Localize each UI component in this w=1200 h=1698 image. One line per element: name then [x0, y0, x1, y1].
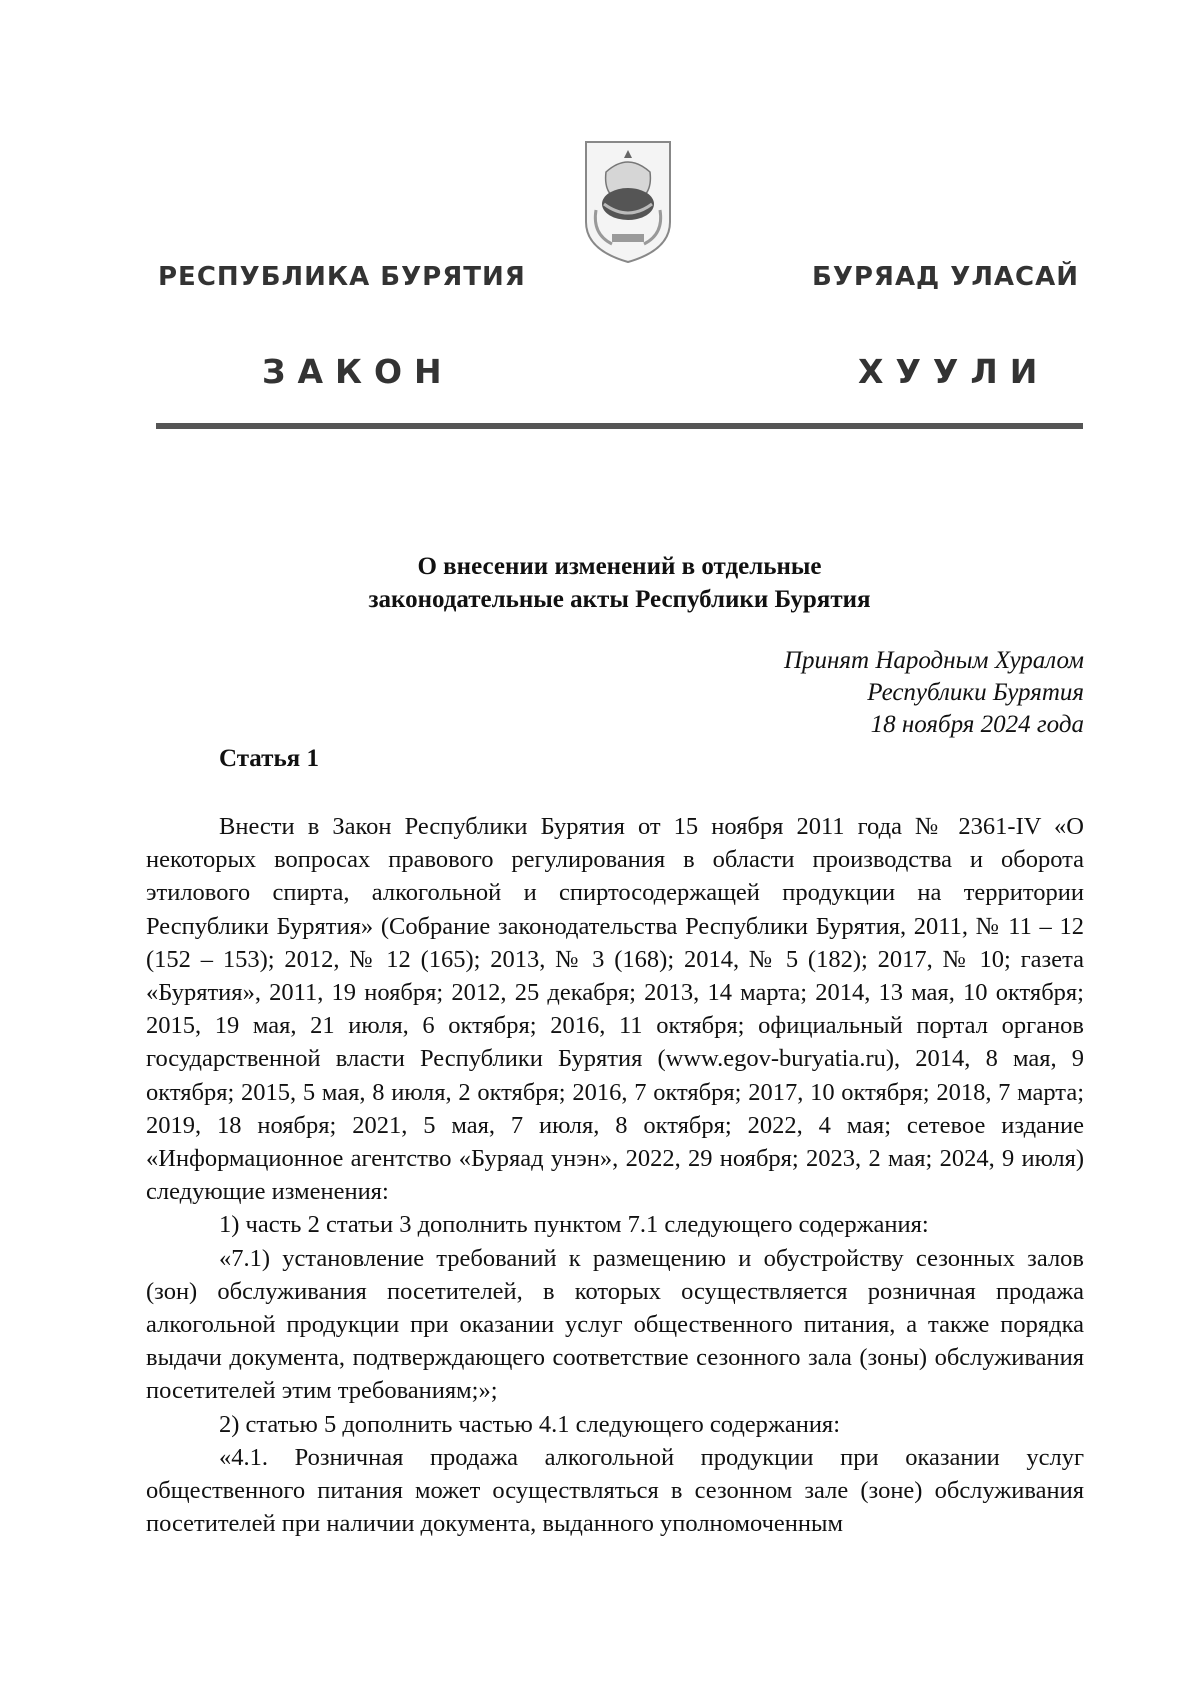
title-line-1: О внесении изменений в отдельные	[417, 553, 822, 580]
republic-title-ru: РЕСПУБЛИКА БУРЯТИЯ	[158, 262, 526, 292]
document-title	[156, 550, 1083, 616]
law-title-bur: ХУУЛИ	[858, 352, 1050, 391]
header-divider	[156, 423, 1083, 429]
title-line-2: законодательные акты Республики Бурятия	[368, 586, 871, 613]
coat-of-arms-icon	[582, 138, 674, 266]
paragraph: 2) статью 5 дополнить частью 4.1 следующего содержания:	[219, 1410, 841, 1438]
adoption-note	[600, 645, 1084, 741]
paragraph: «4.1. Розничная продажа алкогольной продукции при оказании услуг общественного питания может осуществляться в сезонном зале (зоне) обслуживания посетителей при наличии документа, выданного уполномоченным	[146, 1443, 1084, 1538]
document-body	[146, 810, 1084, 1540]
adoption-line-1: Принят Народным Хуралом	[783, 647, 1084, 674]
paragraph: 1) часть 2 статьи 3 дополнить пунктом 7.1 следующего содержания:	[219, 1211, 929, 1239]
republic-title-bur: БУРЯАД УЛАСАЙ	[812, 262, 1079, 292]
paragraph: «7.1) установление требований к размещению и обустройству сезонных залов (зон) обслуживания посетителей, в которых осуществляется розничная продажа алкогольной продукции при оказании услуг общественного питания, а также порядка выдачи документа, подтверждающего соответствие сезонного зала (зоны) обслуживания посетителей этим требованиям;»;	[146, 1244, 1084, 1405]
adoption-date: 18 ноября 2024 года	[870, 711, 1084, 738]
adoption-line-2: Республики Бурятия	[867, 679, 1084, 706]
law-title-ru: ЗАКОН	[262, 352, 454, 391]
article-heading: Статья 1	[219, 745, 319, 772]
paragraph: Внести в Закон Республики Бурятия от 15 ноября 2011 года № 2361-IV «О некоторых вопросах правового регулирования в области производства и оборота этилового спирта, алкогольной и спиртосодержащей продукции на территории Республики Бурятия» (Собрание законодательства Республики Бурятия, 2011, № 11 – 12 (152 – 153); 2012, № 12 (165); 2013, № 3 (168); 2014, № 5 (182); 2017, № 10; газета «Бурятия», 2011, 19 ноября; 2012, 25 декабря; 2013, 14 марта; 2014, 13 мая, 10 октября; 2015, 19 мая, 21 июля, 6 октября; 2016, 11 октября; официальный портал органов государственной власти Республики Бурятия (www.egov-buryatia.ru), 2014, 8 мая, 9 октября; 2015, 5 мая, 8 июля, 2 октября; 2016, 7 октября; 2017, 10 октября; 2018, 7 марта; 2019, 18 ноября; 2021, 5 мая, 7 июля, 8 октября; 2022, 4 мая; сетевое издание «Информационное агентство «Буряад унэн», 2022, 29 ноября; 2023, 2 мая; 2024, 9 июля) следующие изменения:	[146, 813, 1084, 1206]
